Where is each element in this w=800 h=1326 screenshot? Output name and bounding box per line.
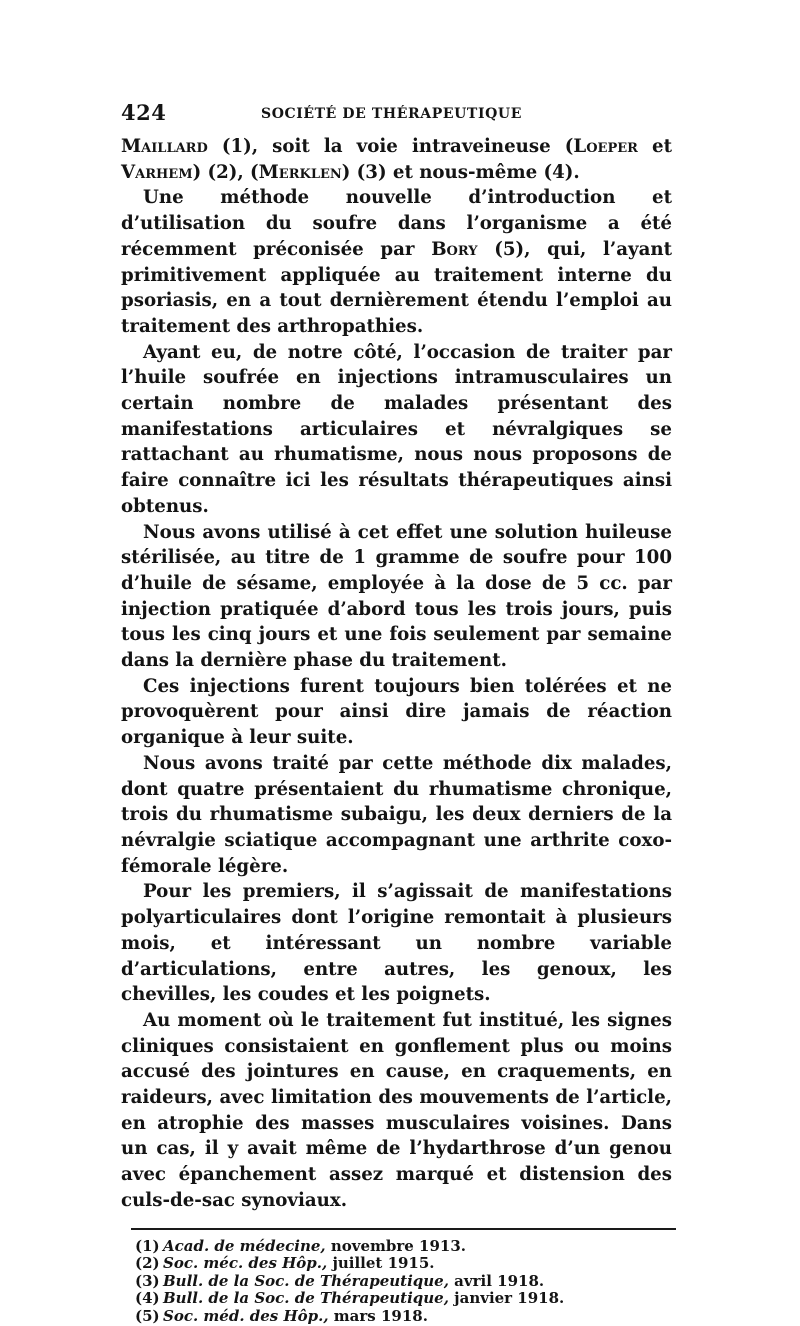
footnote-number: (3): [135, 1271, 160, 1290]
text-run: ) (3) et nous-même (4).: [341, 161, 580, 183]
footnote: [135, 1273, 672, 1291]
paragraph: [121, 674, 672, 751]
footnote-date: novembre 1913.: [325, 1236, 467, 1255]
author-name: Bory: [431, 238, 478, 260]
footnote-source-title: Bull. de la Soc. de Thérapeutique,: [163, 1289, 449, 1308]
author-name: Merklen: [258, 161, 342, 183]
paragraph: [121, 185, 672, 339]
paragraph: [121, 134, 672, 185]
text-run: et: [637, 136, 672, 157]
paragraph: [121, 520, 672, 674]
footnote-source-title: Soc. méc. des Hôp.,: [163, 1254, 328, 1273]
footnote-number: (1): [135, 1236, 160, 1255]
text-run: ) (2), (: [192, 161, 259, 183]
footnotes: [135, 1238, 672, 1326]
text-run: (1), soit la voie intraveineuse (: [207, 136, 574, 157]
paragraph: [121, 1008, 672, 1214]
author-name: Maillard: [121, 136, 208, 157]
text-run: Ces injections furent toujours bien tolérées et ne provoquèrent pour ainsi dire jamais de réaction organique à leur suite.: [121, 675, 672, 749]
author-name: Varhem: [121, 161, 193, 183]
paragraph: [121, 751, 672, 880]
text-run: Nous avons traité par cette méthode dix malades, dont quatre présentaient du rhumatisme chronique, trois du rhumatisme subaigu, les deux derniers de la névralgie sciatique accompagnant une arthrite coxo-fémorale légère.: [121, 752, 672, 877]
footnote-date: mars 1918.: [328, 1306, 428, 1325]
footnote-source-title: Soc. méd. des Hôp.,: [163, 1306, 329, 1325]
paragraph: [121, 879, 672, 1008]
footnote-date: juillet 1915.: [327, 1254, 435, 1273]
text-run: Ayant eu, de notre côté, l’occasion de traiter par l’huile soufrée en injections intramusculaires un certain nombre de malades présentant des manifestations articulaires et névralgiques se rattachant au rhumatisme, nous nous proposons de faire connaître ici les résultats thérapeutiques ainsi obtenus.: [121, 341, 672, 517]
footnote: [135, 1290, 672, 1308]
footnote-number: (4): [135, 1289, 160, 1308]
author-name: Loeper: [573, 136, 638, 157]
footnote-date: janvier 1918.: [448, 1289, 565, 1308]
footnote-source-title: Bull. de la Soc. de Thérapeutique,: [163, 1271, 449, 1290]
footnote-separator: [131, 1228, 676, 1230]
text-run: Nous avons utilisé à cet effet une solution huileuse stérilisée, au titre de 1 gramme de soufre pour 100 d’huile de sésame, employée à la dose de 5 cc. par injection pratiquée d’abord tous les trois jours, puis tous les cinq jours et une fois seulement par semaine dans la dernière phase du traitement.: [121, 521, 672, 672]
page-number: 424: [121, 100, 167, 125]
text-run: Une méthode nouvelle d’introduction et d’utilisation du soufre dans l’organisme a été récemment préconisée par: [121, 187, 672, 260]
footnote-number: (5): [135, 1306, 160, 1325]
page-header: [121, 100, 672, 134]
book-page: [121, 100, 672, 1326]
footnote-source-title: Acad. de médecine,: [163, 1236, 326, 1255]
paragraph: [121, 340, 672, 520]
body-text: [121, 134, 672, 1214]
text-run: Au moment où le traitement fut institué, les signes cliniques consistaient en gonflement plus ou moins accusé des jointures en cause, en craquements, en raideurs, avec limitation des mouvements de l’article, en atrophie des masses musculaires voisines. Dans un cas, il y avait même de l’hydarthrose d’un genou avec épanchement assez marqué et distension des culs-de-sac synoviaux.: [121, 1009, 672, 1211]
footnote: [135, 1238, 672, 1256]
footnote-number: (2): [135, 1254, 160, 1273]
text-run: (5), qui, l’ayant primitivement appliquée au traitement interne du psoriasis, en a tout dernièrement étendu l’emploi au traitement des arthropathies.: [121, 238, 672, 337]
text-run: Pour les premiers, il s’agissait de manifestations polyarticulaires dont l’origine remontait à plusieurs mois, et intéressant un nombre variable d’articulations, entre autres, les genoux, les chevilles, les coudes et les poignets.: [121, 881, 672, 1006]
footnote: [135, 1308, 672, 1326]
running-head: SOCIÉTÉ DE THÉRAPEUTIQUE: [261, 106, 522, 122]
footnote-date: avril 1918.: [448, 1271, 545, 1290]
footnote: [135, 1255, 672, 1273]
